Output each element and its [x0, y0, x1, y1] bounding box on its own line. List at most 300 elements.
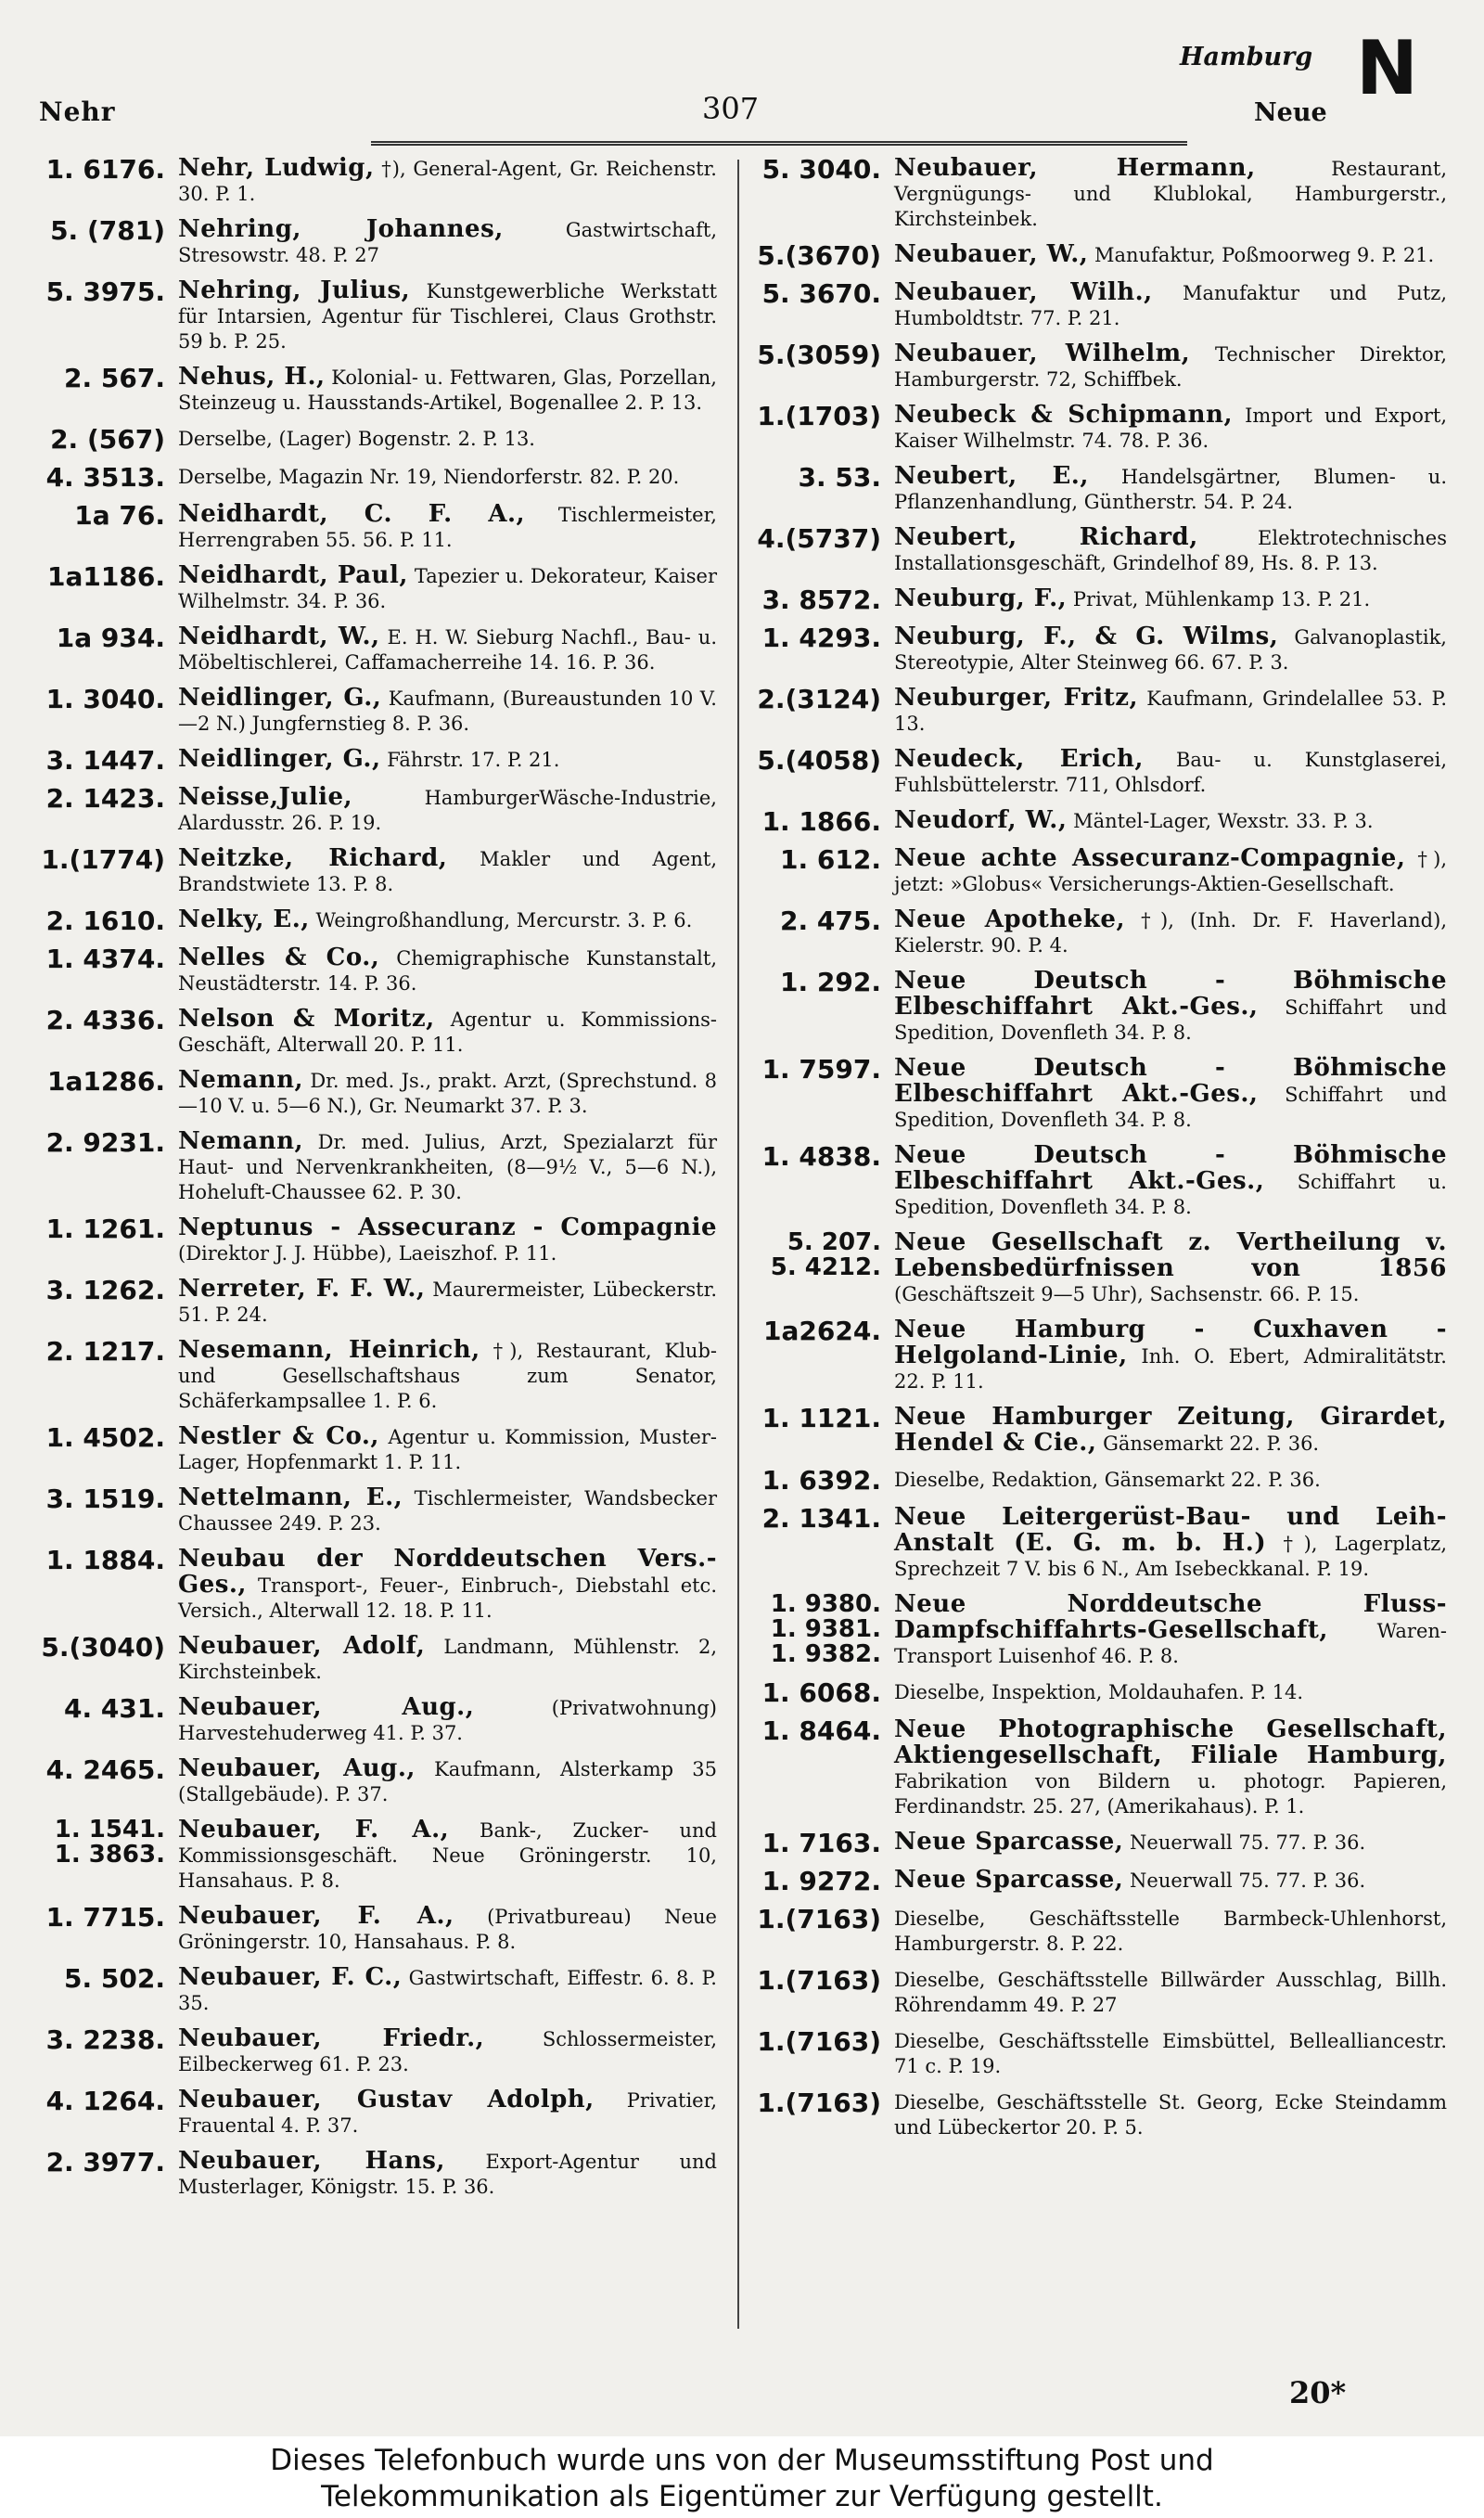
entry-name: Neubau der Norddeutschen Vers.-Ges.,: [178, 1545, 717, 1599]
entry-text: [894, 464, 1447, 515]
entry-details: Makler und Agent, Brandstwiete 13. P. 8.: [178, 848, 717, 895]
entry-name: Neubauer, F. A.,: [178, 1902, 454, 1930]
entry-name: Neubert, E.,: [894, 462, 1089, 490]
directory-entry: [35, 502, 717, 553]
entry-name: Neubauer, Adolf,: [178, 1632, 426, 1660]
entry-text: [894, 686, 1447, 737]
entry-name: Nelky, E.,: [178, 906, 310, 933]
directory-entry: [35, 278, 717, 354]
directory-entry: [753, 907, 1447, 958]
entry-text: [894, 1143, 1447, 1220]
directory-entry: [753, 1906, 1447, 1957]
entry-name: Neue Hamburg - Cuxhaven - Helgoland-Linie,: [894, 1316, 1447, 1369]
phone-number: 1.(7163): [757, 1965, 881, 1996]
entry-text: [178, 624, 717, 675]
phone-number: 2. 1610.: [45, 906, 165, 936]
directory-entry: [753, 686, 1447, 737]
entry-details: Chemigraphische Kunstanstalt, Neustädterstr. 14. P. 36.: [178, 947, 717, 995]
entry-details: †), (Inh. Dr. F. Haverland), Kielerstr. 90. P. 4.: [894, 909, 1447, 957]
entry-details: Dr. med. Js., prakt. Arzt, (Sprechstund. 8—10 V. u. 5—6 N.), Gr. Neumarkt 37. P. 3.: [178, 1070, 717, 1117]
directory-entry: [753, 1056, 1447, 1133]
entry-text: [894, 525, 1447, 576]
entry-name: Nerreter, F. F. W.,: [178, 1275, 426, 1303]
phone-number: 1. 4374.: [45, 944, 165, 974]
entry-name: Neuburg, F., & G. Wilms,: [894, 623, 1279, 650]
entry-name: Neue Deutsch - Böhmische Elbeschiffahrt Akt.-Ges.,: [894, 967, 1447, 1021]
phone-number: 1. 1884.: [45, 1545, 165, 1575]
phone-number: 1. 7163.: [761, 1828, 881, 1858]
directory-entry: [753, 242, 1447, 270]
directory-entry: [753, 586, 1447, 614]
phone-number: 2. 475.: [780, 906, 881, 936]
entry-details: Manufaktur und Putz, Humboldtstr. 77. P. 21.: [894, 282, 1447, 329]
phone-number: 1a1286.: [47, 1066, 165, 1097]
directory-entry: [753, 1405, 1447, 1457]
directory-entry: [753, 464, 1447, 515]
directory-entry: [35, 365, 717, 416]
entry-details: †), Lagerplatz, Sprechzeit 7 V. bis 6 N., Am Isebeckkanal. P. 19.: [894, 1533, 1447, 1580]
phone-number: 1.(7163): [757, 2088, 881, 2118]
entry-name: Neue Sparcasse,: [894, 1866, 1124, 1894]
entry-details: Weingroßhandlung, Mercurstr. 3. P. 6.: [309, 909, 693, 931]
directory-entry: [35, 1424, 717, 1475]
entry-text: [178, 2088, 717, 2139]
entry-details: Gänsemarkt 22. P. 36.: [1096, 1432, 1320, 1455]
directory-entry: [35, 2088, 717, 2139]
phone-number: 1. 612.: [780, 844, 881, 875]
directory-entry: [753, 1830, 1447, 1857]
phone-number: 2. 1341.: [761, 1503, 881, 1534]
directory-entry: [35, 1818, 717, 1894]
phone-number: 1. 4293.: [761, 623, 881, 653]
directory-entry: [35, 1068, 717, 1119]
phone-number: 5.(3059): [757, 340, 881, 370]
entry-details: Schiffahrt und Spedition, Dovenfleth 34. P. 8.: [894, 996, 1447, 1044]
entry-text: [178, 945, 717, 996]
entry-name: Neuburger, Fritz,: [894, 684, 1139, 712]
entry-name: Neubauer, W.,: [894, 240, 1089, 268]
directory-entry: [753, 2089, 1447, 2140]
directory-entry: [753, 1505, 1447, 1582]
directory-entry: [35, 1547, 717, 1624]
directory-entry: [753, 1967, 1447, 2018]
phone-number: 3. 1519.: [45, 1484, 165, 1514]
directory-entry: [35, 2149, 717, 2200]
directory-entry: [35, 747, 717, 775]
section-letter: N: [1356, 25, 1418, 111]
entry-name: Neuburg, F.,: [894, 585, 1068, 612]
phone-number: 5. (781): [50, 215, 165, 246]
entry-details: Schlossermeister, Eilbeckerweg 61. P. 23.: [178, 2028, 717, 2075]
phone-number: 5. 502.: [64, 1963, 165, 1994]
entry-text: [178, 1215, 717, 1266]
entry-text: [894, 1679, 1447, 1705]
entry-text: [178, 1068, 717, 1119]
entry-text: [894, 808, 1447, 834]
directory-entry: [35, 1904, 717, 1955]
entry-name: Neidlinger, G.,: [178, 684, 382, 712]
entry-text: [178, 1904, 717, 1955]
entry-name: Neubauer, Hans,: [178, 2147, 445, 2175]
entry-name: Neisse,Julie,: [178, 783, 353, 811]
entry-details: Dieselbe, Geschäftsstelle Eimsbüttel, Bellealliancestr. 71 c. P. 19.: [894, 2030, 1447, 2077]
entry-text: [894, 624, 1447, 675]
entry-details: Manufaktur, Poßmoorweg 9. P. 21.: [1088, 244, 1435, 266]
phone-number: 1. 6176.: [45, 154, 165, 185]
phone-number: 3. 2238.: [45, 2024, 165, 2055]
entry-name: Neue Gesellschaft z. Vertheilung v. Lebensbedürfnissen von 1856: [894, 1228, 1447, 1282]
phone-number: 1. 1541. 1. 3863.: [54, 1816, 165, 1869]
entry-details: Kaufmann, Alsterkamp 35 (Stallgebäude). P. 37.: [178, 1758, 718, 1805]
entry-details: †), General-Agent, Gr. Reichenstr. 30. P. 1.: [178, 158, 717, 205]
entry-details: Neuerwall 75. 77. P. 36.: [1123, 1831, 1366, 1854]
entry-name: Neubauer, Gustav Adolph,: [178, 2086, 595, 2113]
entry-name: Neubauer, Wilhelm,: [894, 340, 1191, 367]
directory-entry: [35, 1338, 717, 1414]
phone-number: 3. 8572.: [761, 585, 881, 615]
directory-entry: [35, 624, 717, 675]
phone-number: 2.(3124): [757, 684, 881, 714]
phone-number: 1a 76.: [74, 500, 165, 531]
entry-details: (Privatwohnung) Harvestehuderweg 41. P. 37.: [178, 1697, 717, 1744]
running-head-left: Nehr: [39, 96, 116, 127]
directory-entry: [753, 808, 1447, 836]
entry-details: Dr. med. Julius, Arzt, Spezialarzt für Haut- und Nervenkrankheiten, (8—9½ V., 5—6 N.), Hoheluft-Chaussee 62. P. 30.: [178, 1131, 717, 1203]
entry-details: Export-Agentur und Musterlager, Königstr. 15. P. 36.: [178, 2151, 717, 2198]
entry-details: Tapezier u. Dekorateur, Kaiser Wilhelmstr. 34. P. 36.: [178, 565, 718, 612]
entry-text: [894, 1717, 1447, 1819]
entry-details: Gastwirtschaft, Eiffestr. 6. 8. P. 35.: [178, 1967, 717, 2014]
entry-details: Inh. O. Ebert, Admiralitätstr. 22. P. 11.: [894, 1345, 1447, 1393]
entry-text: [894, 1405, 1447, 1457]
phone-number: 4. 2465.: [45, 1754, 165, 1785]
entry-text: [178, 1007, 717, 1058]
entry-details: Gastwirtschaft, Stresowstr. 48. P. 27: [178, 219, 718, 266]
directory-entry: [753, 846, 1447, 897]
entry-details: Kaufmann, Grindelallee 53. P. 13.: [894, 687, 1448, 735]
entry-text: [178, 1485, 717, 1536]
entry-name: Nemann,: [178, 1066, 304, 1094]
phone-number: 3. 53.: [798, 462, 881, 493]
entry-text: [894, 1467, 1447, 1493]
directory-entry: [35, 846, 717, 897]
entry-text: [894, 846, 1447, 897]
entry-text: [178, 686, 717, 737]
entry-details: Schiffahrt u. Spedition, Dovenfleth 34. P. 8.: [894, 1171, 1447, 1218]
entry-text: [178, 1338, 717, 1414]
entry-text: [178, 426, 717, 452]
directory-entry: [753, 624, 1447, 675]
entry-text: [894, 1505, 1447, 1582]
entry-text: [894, 1967, 1447, 2018]
directory-entry: [753, 1592, 1447, 1669]
right-column: [753, 156, 1447, 2151]
phone-number: 5. 207. 5. 4212.: [770, 1228, 881, 1281]
footer-line-1: Dieses Telefonbuch wurde uns von der Museumsstiftung Post und: [270, 2444, 1214, 2477]
directory-entry: [753, 1143, 1447, 1220]
footer-line-2: Telekommunikation als Eigentümer zur Verfügung gestellt.: [321, 2480, 1163, 2513]
entry-details: Dieselbe, Redaktion, Gänsemarkt 22. P. 36.: [894, 1469, 1321, 1491]
directory-entry: [35, 1965, 717, 2016]
phone-number: 1.(1703): [757, 401, 881, 431]
entry-details: Waren-Transport Luisenhof 46. P. 8.: [894, 1620, 1447, 1667]
entry-text: [178, 1756, 717, 1807]
entry-text: [178, 2026, 717, 2077]
footer-notice: [0, 2436, 1484, 2518]
phone-number: 1. 9380. 1. 9381. 1. 9382.: [770, 1590, 881, 1668]
entry-text: [178, 278, 717, 354]
entry-name: Neue Apotheke,: [894, 906, 1125, 933]
entry-text: [178, 365, 717, 416]
directory-entry: [753, 1868, 1447, 1895]
entry-name: Neue Sparcasse,: [894, 1828, 1124, 1856]
entry-name: Neubert, Richard,: [894, 523, 1198, 551]
directory-entry: [753, 280, 1447, 331]
entry-details: Bau- u. Kunstglaserei, Fuhlsbüttelerstr. 711, Ohlsdorf.: [894, 749, 1447, 796]
running-head-city: Hamburg: [1180, 43, 1313, 71]
entry-details: (Geschäftszeit 9—5 Uhr), Sachsenstr. 66. P. 15.: [894, 1283, 1360, 1305]
phone-number: 1. 6068.: [761, 1677, 881, 1708]
entry-text: [894, 341, 1447, 392]
phone-number: 4. 1264.: [45, 2086, 165, 2116]
entry-name: Nehring, Julius,: [178, 276, 411, 304]
phone-number: 2. (567): [50, 424, 165, 455]
entry-text: [894, 2028, 1447, 2079]
entry-name: Nehr, Ludwig,: [178, 154, 375, 182]
directory-entry: [35, 217, 717, 268]
entry-text: [894, 1056, 1447, 1133]
directory-entry: [35, 1129, 717, 1205]
entry-name: Neue Hamburger Zeitung, Girardet, Hendel & Cie.,: [894, 1403, 1447, 1457]
entry-text: [178, 1695, 717, 1746]
directory-entry: [35, 1485, 717, 1536]
phone-number: 1. 1261.: [45, 1214, 165, 1244]
directory-entry: [35, 785, 717, 836]
phone-number: 1.(7163): [757, 2026, 881, 2057]
entry-text: [894, 969, 1447, 1046]
directory-entry: [35, 464, 717, 492]
entry-text: [178, 2149, 717, 2200]
entry-name: Neue Leitergerüst-Bau- und Leih-Anstalt (E. G. m. b. H.): [894, 1503, 1447, 1557]
directory-entry: [753, 2028, 1447, 2079]
entry-name: Neubauer, F. C.,: [178, 1963, 403, 1991]
entry-details: Kunstgewerbliche Werkstatt für Intarsien, Agentur für Tischlerei, Claus Grothstr. 59 b. P. 25.: [178, 280, 718, 353]
entry-name: Nettelmann, E.,: [178, 1484, 403, 1511]
entry-name: Nehring, Johannes,: [178, 215, 504, 243]
entry-text: [894, 747, 1447, 798]
entry-details: Derselbe, (Lager) Bogenstr. 2. P. 13.: [178, 428, 535, 450]
entry-name: Nelles & Co.,: [178, 944, 380, 971]
entry-details: Dieselbe, Inspektion, Moldauhafen. P. 14.: [894, 1681, 1304, 1703]
phone-number: 1. 3040.: [45, 684, 165, 714]
entry-details: Tischlermeister, Wandsbecker Chaussee 249. P. 23.: [178, 1487, 717, 1535]
directory-entry: [35, 1007, 717, 1058]
phone-number: 1. 7715.: [45, 1902, 165, 1933]
entry-details: †), jetzt: »Globus« Versicherungs-Aktien-Gesellschaft.: [894, 848, 1448, 895]
entry-details: Elektrotechnisches Installationsgeschäft, Grindelhof 89, Hs. 8. P. 13.: [894, 527, 1447, 574]
entry-details: †), Restaurant, Klub- und Gesellschaftshaus zum Senator, Schäferkampsallee 1. P. 6.: [178, 1340, 718, 1412]
entry-name: Neue Deutsch - Böhmische Elbeschiffahrt Akt.-Ges.,: [894, 1054, 1447, 1108]
entry-name: Neubauer, Wilh.,: [894, 278, 1153, 306]
entry-name: Neitzke, Richard,: [178, 844, 448, 872]
directory-entry: [753, 341, 1447, 392]
phone-number: 2. 1217.: [45, 1336, 165, 1367]
phone-number: 3. 1447.: [45, 745, 165, 776]
entry-name: Neue achte Assecuranz-Compagnie,: [894, 844, 1406, 872]
entry-name: Nestler & Co.,: [178, 1422, 379, 1450]
phone-number: 5.(3040): [41, 1632, 165, 1663]
entry-details: Fabrikation von Bildern u. photogr. Papieren, Ferdinandstr. 25. 27, (Amerikahaus). P. 1.: [894, 1770, 1447, 1818]
phone-number: 4.(5737): [757, 523, 881, 554]
entry-text: [894, 242, 1447, 268]
entry-details: Kolonial- u. Fettwaren, Glas, Porzellan, Steinzeug u. Hausstands-Artikel, Bogenallee 2. P. 13.: [178, 366, 717, 414]
entry-details: Transport-, Feuer-, Einbruch-, Diebstahl etc. Versich., Alterwall 12. 18. P. 11.: [178, 1574, 717, 1622]
phone-number: 2. 4336.: [45, 1005, 165, 1035]
phone-number: 5. 3975.: [45, 276, 165, 307]
entry-text: [894, 2089, 1447, 2140]
directory-entry: [35, 907, 717, 935]
entry-details: Fährstr. 17. P. 21.: [380, 749, 560, 771]
directory-entry: [35, 2026, 717, 2077]
entry-details: Schiffahrt und Spedition, Dovenfleth 34. P. 8.: [894, 1084, 1447, 1131]
directory-entry: [35, 426, 717, 454]
entry-details: (Direktor J. J. Hübbe), Laeiszhof. P. 11.: [178, 1242, 557, 1265]
entry-text: [178, 1129, 717, 1205]
phone-number: 1. 9272.: [761, 1866, 881, 1896]
entry-details: (Privatbureau) Neue Gröningerstr. 10, Hansahaus. P. 8.: [178, 1906, 717, 1953]
entry-name: Neudeck, Erich,: [894, 745, 1144, 773]
directory-entry: [35, 1695, 717, 1746]
entry-text: [894, 1317, 1447, 1394]
directory-entry: [753, 1679, 1447, 1707]
directory-entry: [753, 747, 1447, 798]
directory-entry: [753, 1317, 1447, 1394]
directory-entry: [35, 1756, 717, 1807]
entry-details: Tischlermeister, Herrengraben 55. 56. P. 11.: [178, 504, 717, 551]
phone-number: 1. 8464.: [761, 1715, 881, 1746]
header-rule: [371, 141, 1187, 146]
entry-details: E. H. W. Sieburg Nachfl., Bau- u. Möbeltischlerei, Caffamacherreihe 14. 16. P. 36.: [178, 626, 718, 674]
directory-entry: [35, 686, 717, 737]
directory-entry: [35, 156, 717, 207]
entry-details: Landmann, Mühlenstr. 2, Kirchsteinbek.: [178, 1636, 717, 1683]
phone-number: 1. 292.: [780, 967, 881, 997]
entry-name: Neptunus - Assecuranz - Compagnie: [178, 1214, 717, 1241]
phone-number: 2. 1423.: [45, 783, 165, 814]
entry-text: [178, 1424, 717, 1475]
entry-details: Galvanoplastik, Stereotypie, Alter Steinweg 66. 67. P. 3.: [894, 626, 1447, 674]
entry-name: Neubauer, Aug.,: [178, 1754, 416, 1782]
entry-text: [178, 1634, 717, 1685]
entry-name: Neubauer, Hermann,: [894, 154, 1256, 182]
phone-number: 1a2624.: [763, 1316, 881, 1346]
entry-text: [894, 1592, 1447, 1669]
entry-details: HamburgerWäsche-Industrie, Alardusstr. 26. P. 19.: [178, 787, 717, 834]
entry-details: Restaurant, Vergnügungs- und Klublokal, Hamburgerstr., Kirchsteinbek.: [894, 158, 1447, 230]
page-number: 307: [702, 91, 760, 126]
entry-text: [178, 1818, 717, 1894]
directory-entry: [35, 1215, 717, 1266]
entry-name: Neue Deutsch - Böhmische Elbeschiffahrt Akt.-Ges.,: [894, 1141, 1447, 1195]
phone-number: 3. 1262.: [45, 1275, 165, 1305]
phone-number: 4. 431.: [64, 1693, 165, 1724]
entry-text: [894, 586, 1447, 612]
entry-details: Maurermeister, Lübeckerstr. 51. P. 24.: [178, 1278, 717, 1326]
left-column: [35, 156, 717, 2210]
entry-details: Technischer Direktor, Hamburgerstr. 72, Schiffbek.: [894, 343, 1447, 391]
entry-text: [894, 1830, 1447, 1856]
entry-details: Dieselbe, Geschäftsstelle Barmbeck-Uhlenhorst, Hamburgerstr. 8. P. 22.: [894, 1908, 1447, 1955]
entry-name: Neubauer, Friedr.,: [178, 2024, 485, 2052]
entry-text: [178, 156, 717, 207]
entry-text: [178, 907, 717, 933]
entry-text: [178, 1547, 717, 1624]
entry-details: Agentur u. Kommission, Muster-Lager, Hopfenmarkt 1. P. 11.: [178, 1426, 717, 1473]
page-signature: 20*: [1289, 2375, 1347, 2410]
phone-number: 5.(3670): [757, 240, 881, 271]
phone-number: 2. 567.: [64, 363, 165, 393]
directory-entry: [753, 525, 1447, 576]
entry-text: [178, 785, 717, 836]
phone-number: 1. 4838.: [761, 1141, 881, 1172]
entry-text: [894, 1868, 1447, 1894]
entry-name: Neidhardt, Paul,: [178, 561, 408, 589]
entry-text: [894, 1906, 1447, 1957]
phone-number: 1. 1121.: [761, 1403, 881, 1433]
entry-name: Neubauer, Aug.,: [178, 1693, 475, 1721]
entry-text: [178, 1965, 717, 2016]
phone-number: 1. 6392.: [761, 1465, 881, 1496]
column-divider: [737, 160, 739, 2329]
directory-entry: [753, 1230, 1447, 1307]
entry-name: Nesemann, Heinrich,: [178, 1336, 480, 1364]
entry-details: Privat, Mühlenkamp 13. P. 21.: [1067, 588, 1371, 610]
entry-text: [178, 747, 717, 773]
phone-number: 1. 7597.: [761, 1054, 881, 1085]
entry-text: [894, 280, 1447, 331]
phone-number: 4. 3513.: [45, 462, 165, 493]
entry-details: Agentur u. Kommissions-Geschäft, Alterwall 20. P. 11.: [178, 1008, 717, 1056]
entry-name: Neue Photographische Gesellschaft, Aktiengesellschaft, Filiale Hamburg,: [894, 1715, 1447, 1769]
entry-name: Neidhardt, W.,: [178, 623, 380, 650]
entry-details: Import und Export, Kaiser Wilhelmstr. 74. 78. P. 36.: [894, 405, 1448, 452]
entry-text: [178, 502, 717, 553]
directory-entry: [35, 1277, 717, 1328]
entry-text: [178, 1277, 717, 1328]
directory-entry: [753, 969, 1447, 1046]
entry-details: Derselbe, Magazin Nr. 19, Niendorferstr. 82. P. 20.: [178, 466, 680, 488]
entry-text: [178, 563, 717, 614]
phone-number: 1a1186.: [47, 561, 165, 592]
phone-number: 5. 3670.: [761, 278, 881, 309]
phone-number: 2. 3977.: [45, 2147, 165, 2178]
entry-details: Dieselbe, Geschäftsstelle St. Georg, Ecke Steindamm und Lübeckertor 20. P. 5.: [894, 2091, 1447, 2139]
entry-name: Neubauer, F. A.,: [178, 1816, 450, 1844]
phone-number: 2. 9231.: [45, 1127, 165, 1158]
entry-name: Nelson & Moritz,: [178, 1005, 435, 1033]
entry-text: [894, 156, 1447, 232]
entry-details: Kaufmann, (Bureaustunden 10 V.—2 N.) Jungfernstieg 8. P. 36.: [178, 687, 717, 735]
entry-name: Neubeck & Schipmann,: [894, 401, 1234, 429]
entry-details: Dieselbe, Geschäftsstelle Billwärder Ausschlag, Billh. Röhrendamm 49. P. 27: [894, 1969, 1447, 2016]
entry-name: Neue Norddeutsche Fluss-Dampfschiffahrts-Gesellschaft,: [894, 1590, 1447, 1644]
entry-text: [178, 217, 717, 268]
directory-entry: [753, 1467, 1447, 1495]
entry-name: Neudorf, W.,: [894, 806, 1068, 834]
entry-details: Mäntel-Lager, Wexstr. 33. P. 3.: [1067, 810, 1374, 832]
entry-details: Privatier, Frauental 4. P. 37.: [178, 2089, 718, 2137]
directory-entry: [753, 403, 1447, 454]
